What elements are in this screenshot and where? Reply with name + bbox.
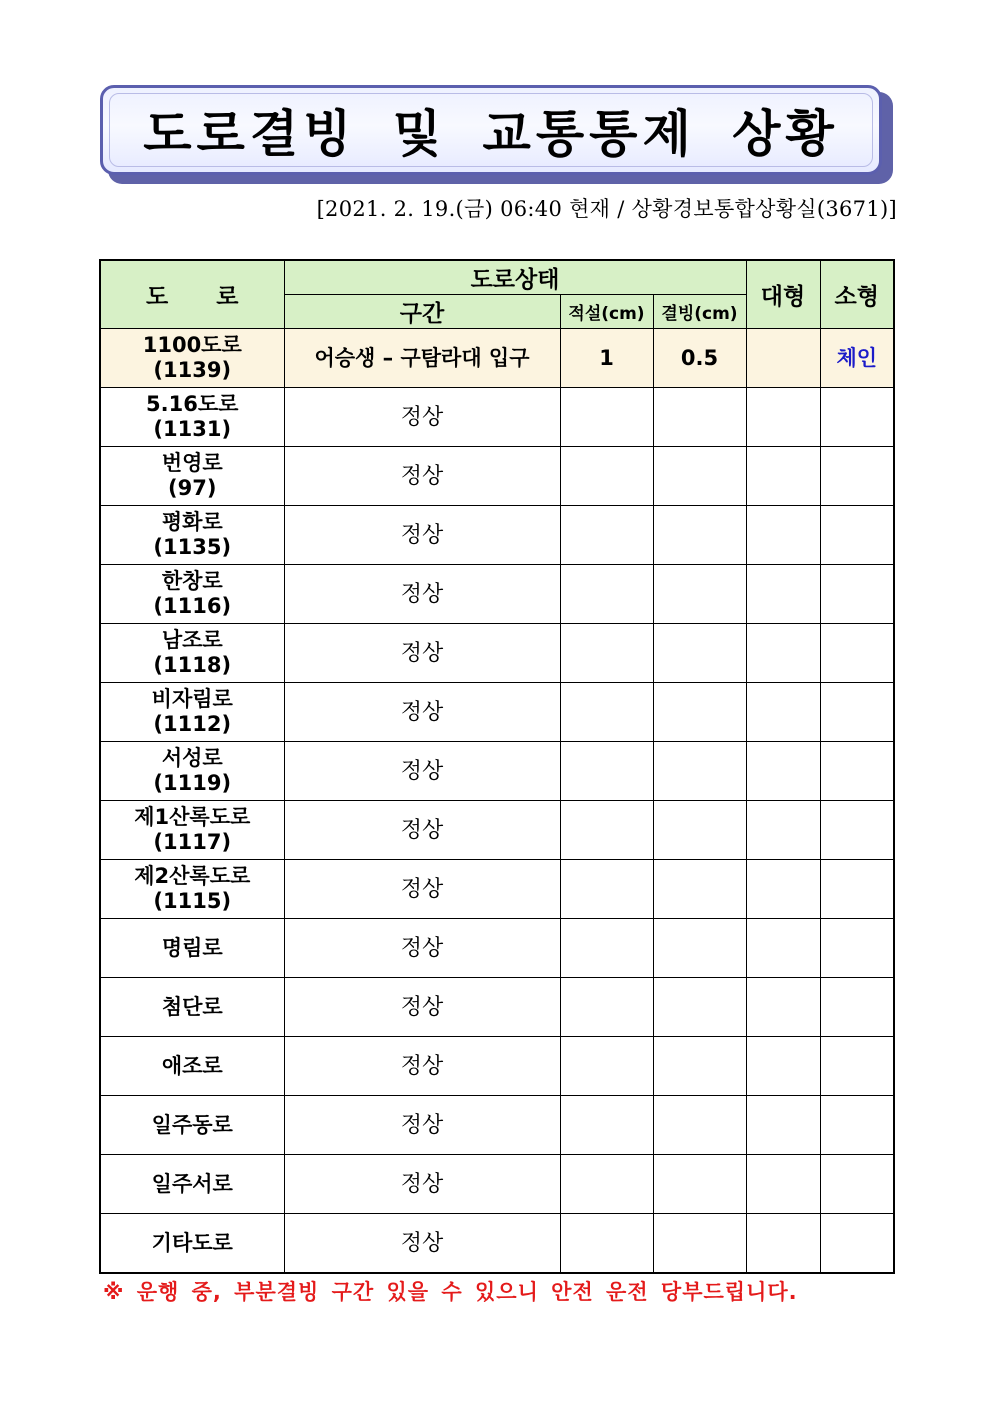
road-code: (1115) xyxy=(153,889,232,913)
road-name-cell xyxy=(100,624,284,683)
section-cell: 정상 xyxy=(284,801,560,860)
road-name-cell xyxy=(100,1214,284,1274)
large-vehicle-cell xyxy=(746,1155,820,1214)
road-name-cell xyxy=(100,801,284,860)
ice-depth-cell: 0.5 xyxy=(653,329,746,388)
ice-depth-cell xyxy=(653,506,746,565)
large-vehicle-cell xyxy=(746,506,820,565)
road-name-cell xyxy=(100,1096,284,1155)
road-rows xyxy=(100,329,894,1274)
table-row xyxy=(100,1096,894,1155)
header-large-vehicle: 대형 xyxy=(746,260,820,329)
road-name: 애조로 xyxy=(161,1053,223,1078)
road-code: (1118) xyxy=(153,653,232,677)
road-name-cell xyxy=(100,1155,284,1214)
road-name: 제2산록도로 xyxy=(134,864,251,888)
small-vehicle-cell xyxy=(820,919,894,978)
table-row xyxy=(100,919,894,978)
road-name: 일주서로 xyxy=(151,1171,233,1196)
table-row xyxy=(100,1037,894,1096)
road-name-cell xyxy=(100,329,284,388)
small-vehicle-cell xyxy=(820,1155,894,1214)
section-cell: 정상 xyxy=(284,1214,560,1274)
road-name-cell xyxy=(100,1037,284,1096)
large-vehicle-cell xyxy=(746,1096,820,1155)
large-vehicle-cell xyxy=(746,1037,820,1096)
ice-depth-cell xyxy=(653,1037,746,1096)
large-vehicle-cell xyxy=(746,919,820,978)
section-cell: 정상 xyxy=(284,624,560,683)
ice-depth-cell xyxy=(653,1214,746,1274)
table-row xyxy=(100,388,894,447)
snow-depth-cell xyxy=(560,801,653,860)
small-vehicle-cell xyxy=(820,742,894,801)
table-row xyxy=(100,447,894,506)
road-name-cell xyxy=(100,447,284,506)
snow-depth-cell xyxy=(560,1214,653,1274)
snow-depth-cell xyxy=(560,860,653,919)
road-code: (1119) xyxy=(153,771,232,795)
table-row xyxy=(100,506,894,565)
snow-depth-cell xyxy=(560,1096,653,1155)
table-row xyxy=(100,801,894,860)
section-cell: 정상 xyxy=(284,447,560,506)
road-name-cell xyxy=(100,683,284,742)
ice-depth-cell xyxy=(653,860,746,919)
section-cell: 정상 xyxy=(284,565,560,624)
section-cell: 정상 xyxy=(284,978,560,1037)
section-cell: 정상 xyxy=(284,742,560,801)
ice-depth-cell xyxy=(653,683,746,742)
large-vehicle-cell xyxy=(746,388,820,447)
table-row xyxy=(100,565,894,624)
section-cell: 정상 xyxy=(284,1037,560,1096)
road-code: (1117) xyxy=(153,830,232,854)
ice-depth-cell xyxy=(653,624,746,683)
page-title: 도로결빙 및 교통통제 상황 xyxy=(143,105,839,163)
road-name: 기타도로 xyxy=(151,1230,233,1255)
table-row xyxy=(100,1214,894,1274)
road-name-cell xyxy=(100,978,284,1037)
header-ice-depth: 결빙(cm) xyxy=(653,295,746,329)
road-code: (1135) xyxy=(153,535,232,559)
small-vehicle-cell xyxy=(820,978,894,1037)
ice-depth-cell xyxy=(653,742,746,801)
large-vehicle-cell xyxy=(746,447,820,506)
header-small-vehicle: 소형 xyxy=(820,260,894,329)
road-code: (1139) xyxy=(153,358,232,382)
road-name-cell xyxy=(100,860,284,919)
section-cell: 정상 xyxy=(284,506,560,565)
snow-depth-cell: 1 xyxy=(560,329,653,388)
ice-depth-cell xyxy=(653,447,746,506)
snow-depth-cell xyxy=(560,388,653,447)
road-code: (97) xyxy=(168,476,217,500)
road-code: (1116) xyxy=(153,594,232,618)
road-name-cell xyxy=(100,565,284,624)
header-section: 구간 xyxy=(284,295,560,329)
table-row xyxy=(100,742,894,801)
small-vehicle-cell xyxy=(820,801,894,860)
table-row xyxy=(100,683,894,742)
small-vehicle-cell xyxy=(820,565,894,624)
large-vehicle-cell xyxy=(746,742,820,801)
small-vehicle-cell xyxy=(820,624,894,683)
snow-depth-cell xyxy=(560,978,653,1037)
small-vehicle-cell xyxy=(820,506,894,565)
snow-depth-cell xyxy=(560,506,653,565)
header-road-status: 도로상태 xyxy=(284,260,746,295)
header-snow-depth: 적설(cm) xyxy=(560,295,653,329)
report-timestamp: [2021. 2. 19.(금) 06:40 현재 / 상황경보통합상황실(3671)] xyxy=(316,197,897,221)
ice-depth-cell xyxy=(653,801,746,860)
road-name: 명림로 xyxy=(161,935,223,960)
small-vehicle-cell xyxy=(820,388,894,447)
table-row xyxy=(100,1155,894,1214)
snow-depth-cell xyxy=(560,1155,653,1214)
small-vehicle-cell xyxy=(820,1037,894,1096)
snow-depth-cell xyxy=(560,624,653,683)
road-code: (1131) xyxy=(153,417,232,441)
road-name-cell xyxy=(100,919,284,978)
road-name: 서성로 xyxy=(161,746,223,770)
section-cell: 정상 xyxy=(284,683,560,742)
large-vehicle-cell xyxy=(746,624,820,683)
small-vehicle-cell xyxy=(820,1096,894,1155)
road-name: 평화로 xyxy=(161,510,223,534)
road-name: 남조로 xyxy=(161,628,223,652)
road-name: 1100도로 xyxy=(142,333,242,357)
table-row xyxy=(100,624,894,683)
ice-depth-cell xyxy=(653,1155,746,1214)
road-name: 일주동로 xyxy=(151,1112,233,1137)
title-banner xyxy=(100,85,882,175)
road-status-table xyxy=(99,259,895,1274)
road-name-cell xyxy=(100,388,284,447)
ice-depth-cell xyxy=(653,1096,746,1155)
small-vehicle-cell xyxy=(820,447,894,506)
road-name: 5.16도로 xyxy=(146,392,239,416)
small-vehicle-cell xyxy=(820,683,894,742)
snow-depth-cell xyxy=(560,447,653,506)
large-vehicle-cell xyxy=(746,565,820,624)
table-row xyxy=(100,860,894,919)
road-name: 번영로 xyxy=(161,451,223,475)
large-vehicle-cell xyxy=(746,1214,820,1274)
snow-depth-cell xyxy=(560,742,653,801)
ice-depth-cell xyxy=(653,565,746,624)
road-name: 비자림로 xyxy=(151,687,233,711)
section-cell: 정상 xyxy=(284,1155,560,1214)
ice-depth-cell xyxy=(653,978,746,1037)
road-name: 제1산록도로 xyxy=(134,805,251,829)
snow-depth-cell xyxy=(560,1037,653,1096)
section-cell: 어승생 – 구탐라대 입구 xyxy=(284,329,560,388)
road-name-cell xyxy=(100,742,284,801)
ice-depth-cell xyxy=(653,919,746,978)
large-vehicle-cell xyxy=(746,683,820,742)
snow-depth-cell xyxy=(560,683,653,742)
ice-depth-cell xyxy=(653,388,746,447)
safety-notice: ※ 운행 중, 부분결빙 구간 있을 수 있으니 안전 운전 당부드립니다. xyxy=(103,1280,798,1304)
large-vehicle-cell xyxy=(746,860,820,919)
road-name: 첨단로 xyxy=(161,994,223,1019)
road-name-cell xyxy=(100,506,284,565)
section-cell: 정상 xyxy=(284,1096,560,1155)
small-vehicle-cell xyxy=(820,1214,894,1274)
snow-depth-cell xyxy=(560,565,653,624)
section-cell: 정상 xyxy=(284,860,560,919)
road-name: 한창로 xyxy=(161,569,223,593)
road-code: (1112) xyxy=(153,712,232,736)
large-vehicle-cell xyxy=(746,329,820,388)
small-vehicle-cell xyxy=(820,860,894,919)
large-vehicle-cell xyxy=(746,978,820,1037)
table-row xyxy=(100,978,894,1037)
large-vehicle-cell xyxy=(746,801,820,860)
small-vehicle-cell: 체인 xyxy=(820,329,894,388)
section-cell: 정상 xyxy=(284,919,560,978)
header-road: 도 로 xyxy=(100,260,284,329)
snow-depth-cell xyxy=(560,919,653,978)
section-cell: 정상 xyxy=(284,388,560,447)
table-row xyxy=(100,329,894,388)
